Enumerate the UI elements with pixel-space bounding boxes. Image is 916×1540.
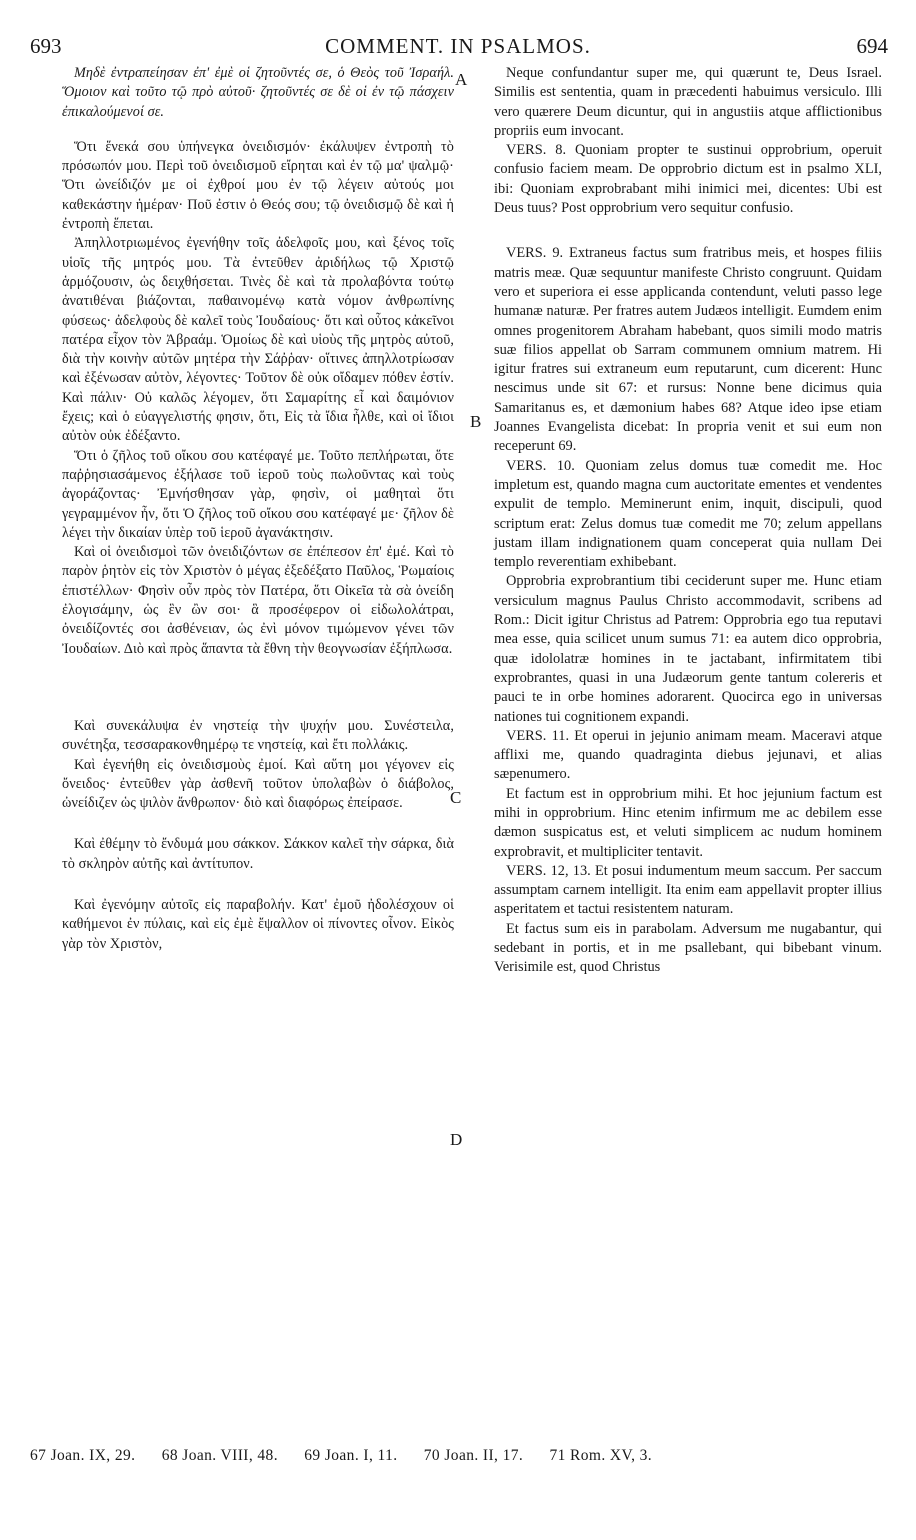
margin-letter-d: D (450, 1130, 463, 1149)
footnote: 71 Rom. XV, 3. (549, 1447, 653, 1464)
greek-paragraph: Καὶ συνεκάλυψα ἐν νηστείᾳ τὴν ψυχήν μου. Συνέστειλα, συνέτηξα, τεσσαρακονθημέρῳ τε νηστείᾳ, καὶ ἔτι πολλάκις. (62, 717, 454, 754)
footnote: 68 Joan. VIII, 48. (161, 1447, 278, 1464)
margin-letter-a: A (455, 70, 468, 89)
greek-column (62, 64, 454, 1434)
greek-paragraph: Καὶ ἐγενήθη εἰς ὀνειδισμοὺς ἐμοί. Καὶ αὕτη μοι γέγονεν εἰς ὄνειδος· ἐντεῦθεν γὰρ ἀσθενῆ τοῦτον ὑπολαβὼν ὁ διάβολος, ὠνείδιζεν ὡς ψιλὸν ἄνθρωπον· διὸ καὶ διαφόρως ἐπείρασε. (62, 756, 454, 812)
greek-paragraph: Καὶ ἐγενόμην αὐτοῖς εἰς παραβολήν. Κατ' ἐμοῦ ἠδολέσχουν οἱ καθήμενοι ἐν πύλαις, καὶ εἰς ἐμὲ ἔψαλλον οἱ πίνοντες οἶνον. Εἰκὸς γὰρ τὸν Χριστὸν, (62, 896, 454, 952)
footnotes (30, 1447, 890, 1465)
footnote: 70 Joan. II, 17. (423, 1447, 524, 1464)
margin-letter-c: C (450, 788, 462, 807)
latin-column (494, 64, 882, 1434)
latin-paragraph: Et factus sum eis in parabolam. Adversum me nugabantur, qui sedebant in portis, et in me psallebant, qui bibebant vinum. Verisimile est, quod Christus (494, 920, 882, 976)
footnote-rule (28, 1438, 888, 1439)
page-header (0, 0, 916, 62)
page-number-right: 694 (856, 34, 888, 58)
running-title: COMMENT. IN PSALMOS. (325, 34, 591, 58)
latin-paragraph: Opprobria exprobrantium tibi ceciderunt super me. Hunc etiam versiculum magnus Paulus Christo accommodavit, scribens ad Rom.: Dicit igitur Christus ad Patrem: Opprobria ego tua reputavi mea esse, quia scilicet unum sumus 71: ea autem dico opprobria, quæ idololatræ homines in te jactabant, infirmitatem tibi exprobrantes, quasi in una Judæorum gente tantum colereris et pauci te in orbe homines adorarent. Quocirca ego in universas nationes tui cognitionem expandi. (494, 573, 882, 725)
latin-paragraph: VERS. 9. Extraneus factus sum fratribus meis, et hospes filiis matris meæ. Quæ sequuntur manifeste Christo congruunt. Quidam vero et superiora ei esse applicanda contendunt, veluti passo lege humanæ naturæ. Per fratres autem Judæos intelligit. Eumdem enim omnes progenitorem Abraham habebant, quos simili modo matris suæ filios appellat ob Sarram communem omnium matrem. Hi igitur fratres sui extraneum eum reputarunt, cum dicerent: Hunc nescimus unde sit 67: et rursus: Nonne bene dicimus quia Samaritanus es, et dæmonium habes 68? Atque ideo ipse etiam Joannes Evangelista dicebat: In propria venit et sui eum non receperunt 69. (494, 245, 882, 455)
greek-paragraph: Ὅτι ἕνεκά σου ὑπήνεγκα ὀνειδισμόν· ἐκάλυψεν ἐντροπὴ τὸ πρόσωπόν μου. Περὶ τοῦ ὀνειδισμοῦ εἴρηται καὶ ἐν τῷ μα' ψαλμῷ· Ὅτι ὠνείδιζόν με οἱ ἐχθροί μου ἐν τῷ λέγειν αὐτούς μοι καθεκάστην ἡμέραν· Ποῦ ἐστιν ὁ Θεός σου; τῷ ὀνειδισμῷ δὲ καὶ ἡ ἐντροπὴ ἕπεται. (62, 138, 454, 233)
footnote: 67 Joan. IX, 29. (30, 1447, 136, 1464)
greek-paragraph: Μηδὲ ἐντραπείησαν ἐπ' ἐμὲ οἱ ζητοῦντές σε, ὁ Θεὸς τοῦ Ἰσραήλ. Ὅμοιον καὶ τοῦτο τῷ πρὸ αὐτοῦ· ζητοῦντές σε δὲ οἱ ἐν τῷ πάσχειν ἐπικαλούμενοί σε. (62, 65, 454, 120)
greek-paragraph: Ὅτι ὁ ζῆλος τοῦ οἴκου σου κατέφαγέ με. Τοῦτο πεπλήρωται, ὅτε παῤῥησιασάμενος ἐξήλασε τοῦ ἱεροῦ τοὺς πωλοῦντας καὶ τοὺς ἀγοράζοντας· Ἐμνήσθησαν γὰρ, φησὶν, οἱ μαθηταὶ ὅτι γεγραμμένον ἦν, ὅτι Ὁ ζῆλος τοῦ οἴκου σου κατέφαγέ με· ζῆλον δὲ λέγει τὴν δικαίαν ὑπὲρ τοῦ ἱεροῦ ἀγανάκτησιν. (62, 447, 454, 541)
latin-paragraph: VERS. 12, 13. Et posui indumentum meum saccum. Per saccum assumptam carnem intelligit. Ita enim eam appellavit propter illius asperitatem et tactui resistentem naturam. (494, 862, 882, 918)
greek-paragraph: Καὶ οἱ ὀνειδισμοὶ τῶν ὀνειδιζόντων σε ἐπέπεσον ἐπ' ἐμέ. Καὶ τὸ παρὸν ῥητὸν εἰς τὸν Χριστὸν ὁ μέγας ἐξεδέξατο Παῦλος, Ῥωμαίοις ἐπιστέλλων· Φησὶν οὖν πρὸς τὸν Πατέρα, ὅτι Οἰκεῖα τὰ σὰ ὀνείδη ἐλογισάμην, ὡς ἓν ὢν σοι· ἃ προσέφερον οἱ εἰδωλολάτραι, ὀνειδίζοντές σοι ἀσθένειαν, ὡς ἐνὶ μόνον τιμώμενον γένει τῶν Ἰουδαίων. Διὸ καὶ πρὸς ἅπαντα τὰ ἔθνη τὴν θεογνωσίαν ἐξήπλωσα. (62, 544, 454, 657)
latin-paragraph: VERS. 10. Quoniam zelus domus tuæ comedit me. Hoc impletum est, quando magna cum auctoritate ementes et vendentes expulit de templo. Meminerunt enim, inquit, discipuli, quod scriptum erat: Zelus domus tuæ comedit me 70; zelum appellans justam illam indignationem quam conceperat quia nullam Dei templo reverentiam exhibebant. (494, 457, 882, 571)
latin-paragraph: VERS. 11. Et operui in jejunio animam meam. Maceravi atque afflixi me, quando quadraginta diebus jejunavi, et alias sæpenumero. (494, 727, 882, 783)
page-number-left: 693 (30, 34, 62, 58)
footnote: 69 Joan. I, 11. (304, 1447, 398, 1464)
latin-paragraph: VERS. 8. Quoniam propter te sustinui opprobrium, operuit confusio faciem meam. De opprobrio dictum est in psalmo XLI, ibi: Quoniam exprobrabant mihi inimici mei, dicentes: Ubi est Deus tuus? Post opprobrium vero sequitur confusio. (494, 142, 882, 217)
latin-paragraph: Neque confundantur super me, qui quærunt te, Deus Israel. Similis est sententia, quam in præcedenti habuimus versiculo. Illi vero quærere Deum dicuntur, qui in angustiis atque afflictionibus propriis eum invocant. (494, 65, 882, 139)
latin-paragraph: Et factum est in opprobrium mihi. Et hoc jejunium factum est mihi in opprobrium. Hinc etenim infirmum me ac debilem esse dæmon suspicatus est, et veluti simplicem ac nudum hominem exprobravit, et multipliciter tentavit. (494, 785, 882, 860)
greek-paragraph: Ἀπηλλοτριωμένος ἐγενήθην τοῖς ἀδελφοῖς μου, καὶ ξένος τοῖς υἱοῖς τῆς μητρός μου. Τὰ ἐντεῦθεν ἀριδήλως τῷ Χριστῷ ἁρμόζουσιν, ὡς δειχθήσεται. Τινὲς δὲ καὶ τὰ προλαβόντα τούτῳ ἀνατιθέναι βιάζονται, παθαινομένῳ κατὰ νόμον ἀνθρωπίνης φύσεως· ἀδελφοὺς δὲ καλεῖ τοὺς Ἰουδαίους· ὅτι καὶ οὗτος κἀκεῖνοι πατέρα εἶχον τὸν Ἀβραάμ. Ὁμοίως δὲ καὶ υἱοὺς τῆς μητρὸς αὐτοῦ, διὰ τὴν κοινὴν αὐτῶν μητέρα τὴν Σάῤῥαν· οἵτινες ἀπηλλοτρίωσαν καὶ ἐξένωσαν αὐτὸν, λέγοντες· Τοῦτον δὲ οὐκ οἴδαμεν πόθεν ἐστίν. Καὶ πάλιν· Οὐ καλῶς λέγομεν, ὅτι Σαμαρίτης εἶ καὶ δαιμόνιον ἔχεις; καὶ ὁ εὐαγγελιστής φησιν, ὅτι, Εἰς τὰ ἴδια ἦλθε, καὶ οἱ ἴδιοι αὐτὸν οὐκ ἐδέξαντο. (62, 235, 454, 445)
greek-paragraph: Καὶ ἐθέμην τὸ ἔνδυμά μου σάκκον. Σάκκον καλεῖ τὴν σάρκα, διὰ τὸ σκληρὸν αὐτῆς καὶ ἀντίτυπον. (62, 836, 454, 872)
margin-letter-b: B (470, 412, 482, 431)
